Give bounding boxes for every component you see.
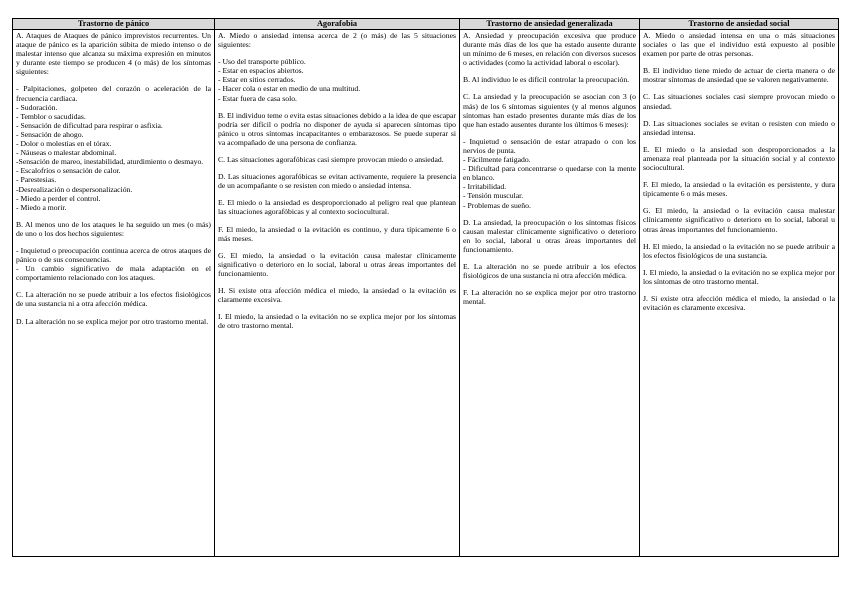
criterion-paragraph: A. Ansiedad y preocupación excesiva que produce durante más días de los que ha estado ausente durante un mínimo de 6 meses, en relación con diversos sucesos o actividades (como la actividad laboral o escolar). (463, 31, 636, 68)
criterion-paragraph: A. Miedo o ansiedad intensa acerca de 2 (o más) de las 5 situaciones siguientes: (218, 31, 456, 50)
criterion-paragraph: D. La ansiedad, la preocupación o los síntomas físicos causan malestar clínicamente significativo o deterioro en lo social, laboral u otras áreas importantes del funcionamiento. (463, 217, 636, 254)
symptom-item: - Náuseas o malestar abdominal. (16, 148, 117, 158)
criterion-paragraph: C. La alteración no se puede atribuir a los efectos fisiológicos de una sustancia ni a otra afección médica. (16, 290, 211, 309)
symptom-list (463, 137, 636, 210)
symptom-item: - Sensación de dificultad para respirar o asfixia. (16, 120, 163, 130)
header-panic-disorder: Trastorno de pánico (13, 19, 215, 30)
symptom-item: - Inquietud o sensación de estar atrapado o con los nervios de punta. (463, 136, 636, 155)
symptom-item: - Dolor o molestias en el tórax. (16, 139, 112, 149)
symptom-item: - Parestesias. (16, 175, 57, 185)
symptom-list (16, 84, 211, 211)
symptom-item: - Temblor o sacudidas. (16, 111, 86, 121)
criterion-paragraph: F. La alteración no se explica mejor por otro trastorno mental. (463, 288, 636, 307)
criterion-paragraph: G. El miedo, la ansiedad o la evitación causa malestar clínicamente significativo o deterioro en lo social, laboral u otras áreas importantes del funcionamiento. (218, 250, 456, 278)
symptom-item: - Estar fuera de casa solo. (218, 93, 297, 103)
symptom-item: - Dificultad para concentrarse o quedarse con la mente en blanco. (463, 164, 636, 183)
criterion-paragraph: B. El individuo tiene miedo de actuar de cierta manera o de mostrar síntomas de ansiedad que se valoren negativamente. (643, 66, 835, 85)
header-generalized-anxiety: Trastorno de ansiedad generalizada (460, 19, 640, 30)
symptom-item: - Sensación de ahogo. (16, 129, 84, 139)
criterion-paragraph: C. La ansiedad y la preocupación se asocian con 3 (o más) de los 6 síntomas siguientes (y al menos algunos síntomas han estado presentes durante más días de los que han estado ausentes durante los últimos 6 meses): (463, 92, 636, 129)
criterion-paragraph: B. Al individuo le es difícil controlar la preocupación. (463, 75, 630, 85)
criterion-paragraph: A. Miedo o ansiedad intensa en una o más situaciones sociales o las que el individuo está expuesto al posible examen por parte de otras personas. (643, 31, 835, 59)
criterion-paragraph: F. El miedo, la ansiedad o la evitación es persistente, y dura típicamente 6 o más meses. (643, 180, 835, 199)
symptom-list (16, 246, 211, 282)
cell-generalized-anxiety (460, 30, 640, 557)
criterion-paragraph: A. Ataques de Ataques de pánico imprevistos recurrentes. Un ataque de pánico es la aparición súbita de miedo intenso o de malestar intenso que alcanza su máxima expresión en minutos y durante este tiempo se producen 4 (o más) de los síntomas siguientes: (16, 31, 211, 77)
criterion-paragraph: D. Las situaciones agorafóbicas se evitan activamente, requiere la presencia de un acompañante o se resisten con miedo o ansiedad intensa. (218, 172, 456, 191)
criterion-paragraph: C. Las situaciones agorafóbicas casi siempre provocan miedo o ansiedad. (218, 155, 444, 165)
symptom-item: - Tensión muscular. (463, 191, 524, 201)
criterion-paragraph: J. Si existe otra afección médica el miedo, la ansiedad o la evitación es claramente excesiva. (643, 293, 835, 313)
symptom-item: - Escalofríos o sensación de calor. (16, 166, 121, 176)
diagnostic-criteria-table (12, 18, 839, 557)
criterion-paragraph: B. El individuo teme o evita estas situaciones debido a la idea de que escapar podría ser difícil o podría no disponer de ayuda si aparecen síntomas tipo pánico u otros síntomas incapacitantes o embarazosos. Se puede superar si va acompañado de una persona de confianza. (218, 110, 456, 147)
symptom-item: - Inquietud o preocupación continua acerca de otros ataques de pánico o de sus consecuencias. (16, 245, 211, 265)
criterion-paragraph: D. La alteración no se explica mejor por otro trastorno mental. (16, 316, 209, 326)
criterion-paragraph: E. El miedo o la ansiedad son desproporcionados a la amenaza real planteada por la situación social y al contexto sociocultural. (643, 144, 835, 173)
criterion-paragraph: F. El miedo, la ansiedad o la evitación es continuo, y dura típicamente 6 o más meses. (218, 224, 456, 243)
symptom-item: - Estar en espacios abiertos. (218, 66, 304, 76)
symptom-item: - Miedo a perder el control. (16, 193, 101, 203)
criterion-paragraph: E. La alteración no se puede atribuir a los efectos fisiológicos de una sustancia ni otra afección médica. (463, 261, 636, 281)
header-agoraphobia: Agorafobia (215, 19, 460, 30)
criterion-paragraph: G. El miedo, la ansiedad o la evitación causa malestar clínicamente significativo o deterioro en lo social, laboral u otras áreas importantes del funcionamiento. (643, 206, 835, 234)
criteria-row (13, 30, 839, 557)
symptom-item: -Desrealización o despersonalización. (16, 184, 133, 194)
symptom-item: - Fácilmente fatigado. (463, 155, 531, 165)
symptom-item: - Un cambio significativo de mala adaptación en el comportamiento relacionado con los ataques. (16, 264, 211, 283)
symptom-item: - Miedo a morir. (16, 202, 67, 212)
symptom-list (218, 57, 456, 102)
criterion-paragraph: I. El miedo, la ansiedad o la evitación no se explica mejor por los síntomas de otro trastorno mental. (643, 267, 835, 286)
criterion-paragraph: H. El miedo, la ansiedad o la evitación no se puede atribuir a los efectos fisiológicos de una sustancia. (643, 241, 835, 260)
symptom-item: - Palpitaciones, golpeteo del corazón o aceleración de la frecuencia cardiaca. (16, 84, 211, 103)
symptom-item: - Irritabilidad. (463, 182, 507, 192)
criterion-paragraph: H. Si existe otra afección médica el miedo, la ansiedad o la evitación es claramente excesiva. (218, 285, 456, 305)
symptom-item: -Sensación de mareo, inestabilidad, aturdimiento o desmayo. (16, 157, 204, 167)
criterion-paragraph: E. El miedo o la ansiedad es desproporcionado al peligro real que plantean las situaciones agorafóbicas y al contexto sociocultural. (218, 198, 456, 217)
symptom-item: - Estar en sitios cerrados. (218, 75, 296, 85)
document-page (12, 18, 838, 557)
symptom-item: - Sudoración. (16, 102, 58, 112)
criterion-paragraph: B. Al menos uno de los ataques le ha seguido un mes (o más) de uno o los dos hechos siguientes: (16, 219, 211, 238)
header-social-anxiety: Trastorno de ansiedad social (640, 19, 839, 30)
cell-panic-disorder (13, 30, 215, 557)
criterion-paragraph: I. El miedo, la ansiedad o la evitación no se explica mejor por los síntomas de otro trastorno mental. (218, 312, 456, 331)
criterion-paragraph: C. Las situaciones sociales casi siempre provocan miedo o ansiedad. (643, 92, 835, 111)
header-row (13, 19, 839, 30)
symptom-item: - Problemas de sueño. (463, 200, 531, 210)
symptom-item: - Uso del transporte público. (218, 57, 306, 67)
cell-agoraphobia (215, 30, 460, 557)
symptom-item: - Hacer cola o estar en medio de una multitud. (218, 84, 361, 94)
criterion-paragraph: D. Las situaciones sociales se evitan o resisten con miedo o ansiedad intensa. (643, 118, 835, 137)
cell-social-anxiety (640, 30, 839, 557)
